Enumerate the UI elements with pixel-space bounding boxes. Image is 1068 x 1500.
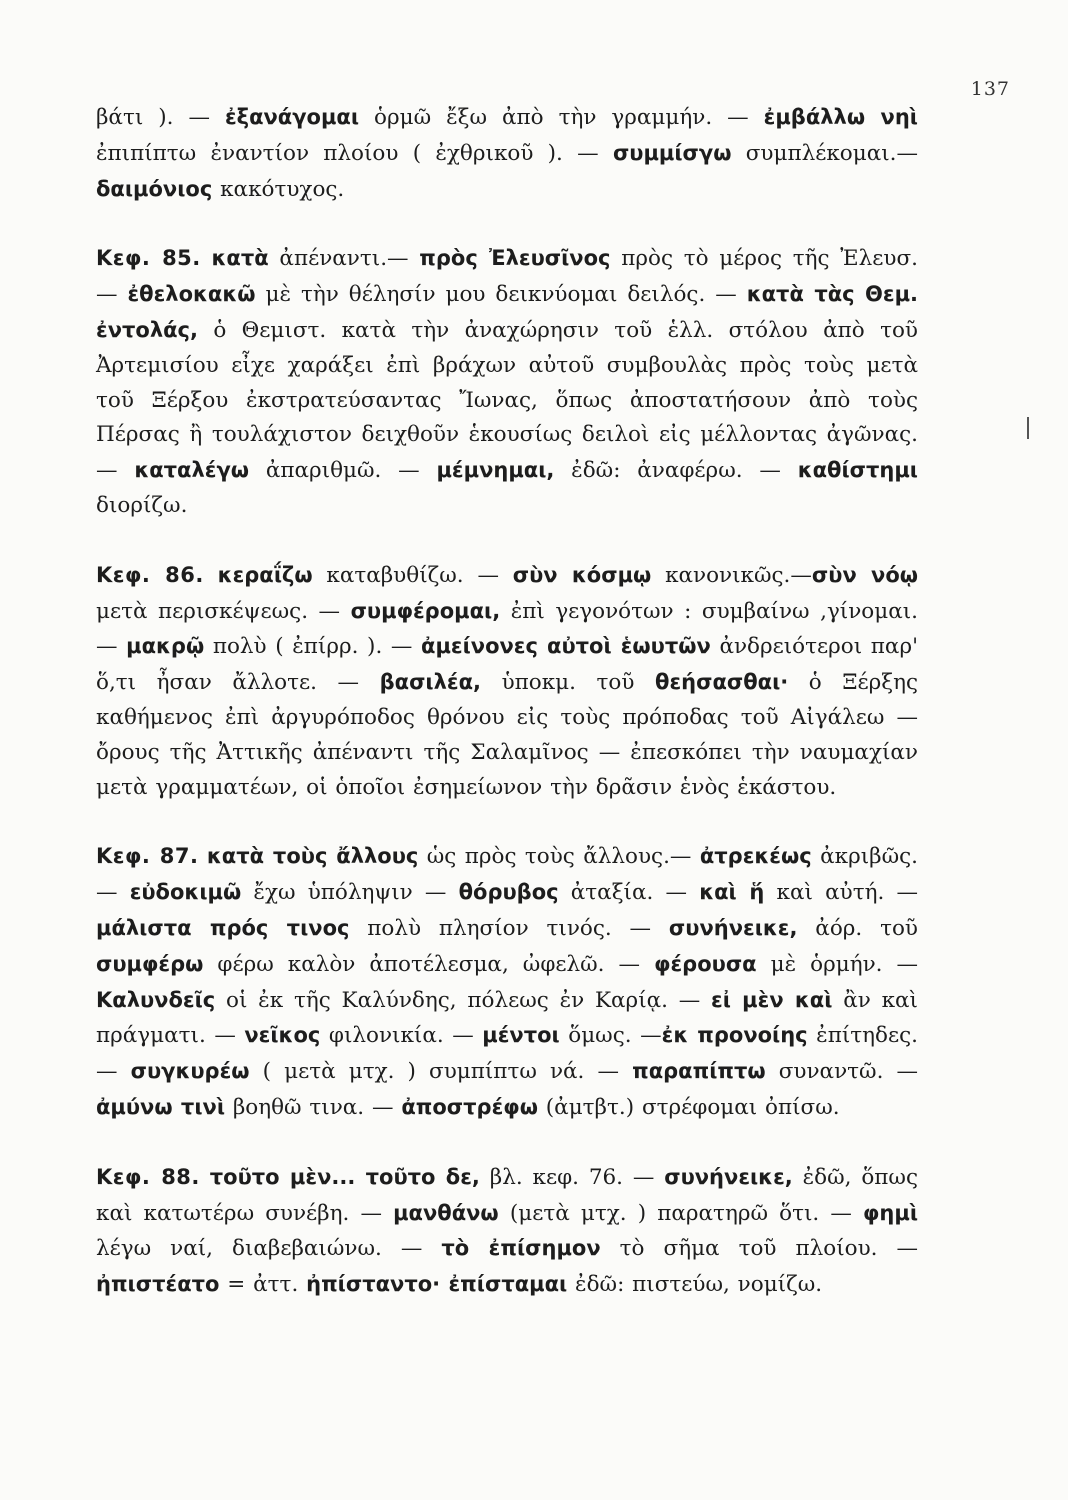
lemma-term: ἐξανάγομαι <box>224 105 360 129</box>
paragraph-chapter-88 <box>96 1160 918 1303</box>
gloss-text <box>201 246 212 271</box>
gloss-text: ἐπιπίπτω ἐναντίον πλοίου ( ἐχθρικοῦ ). — <box>96 140 613 166</box>
gloss-text: ἀνδρειότεροι παρ' ὅ,τι ἦσαν ἄλλοτε. — <box>96 634 918 696</box>
chapter-heading: Κεφ. 86. <box>96 562 204 587</box>
gloss-text: συναντῶ. — <box>765 1059 918 1085</box>
lemma-term: καταλέγω <box>134 458 250 483</box>
gloss-text: ὅμως. — <box>559 1023 662 1049</box>
gloss-text: συμπλέκομαι.— <box>731 140 919 166</box>
gloss-text <box>200 1165 210 1190</box>
lemma-term: πρὸς Ἐλευσῖνος <box>419 246 611 271</box>
lemma-term: συνήνεικε, <box>664 1164 793 1189</box>
lemma-term: παραπίπτω <box>632 1059 766 1084</box>
lemma-term: θεήσασθαι· <box>655 670 789 695</box>
gloss-text: κακότυχος. <box>212 176 345 202</box>
lemma-term: συνήνεικε, <box>668 915 798 940</box>
paragraph-chapter-85 <box>96 241 918 523</box>
lemma-term: Καλυνδεῖς <box>96 987 216 1012</box>
gloss-text: ὁ Ξέρξης καθήμενος ἐπὶ ἀργυρόποδος θρόνου εἰς τοὺς πρόποδας τοῦ Αἰγάλεω — ὄρους τῆς Ἀττικῆς ἀπέναντι τῆς Σαλαμῖνος — ἐπεσκόπει τὴν ναυμαχίαν μετὰ γραμματέων, οἱ ὁποῖοι ἐσημείωνον τὴν δρᾶσιν ἑνὸς ἑκάστου. <box>96 670 918 800</box>
gloss-text <box>198 844 206 869</box>
lemma-term: κατὰ τὰς Θεμ. ἐντολάς, <box>96 282 918 342</box>
lemma-term: εἰ μὲν καὶ <box>711 987 833 1012</box>
lemma-term: ἠπιστέατο <box>96 1272 220 1297</box>
lemma-term: φημὶ <box>862 1200 918 1225</box>
gloss-text: ὁ Θεμιστ. κατὰ τὴν ἀναχώρησιν τοῦ ἑλλ. στόλου ἀπὸ τοῦ Ἀρτεμισίου εἶχε χαράξει ἐπὶ βράχων αὐτοῦ συμβουλὰς πρὸς τοὺς μετὰ τοῦ Ξέρξου ἐκστρατεύσαντας Ἴωνας, ὅπως ἀποστατήσουν ἀπὸ τοὺς Πέρσας ἢ τουλάχιστον δειχθοῦν ἑκουσίως δειλοὶ εἰς μέλλοντας ἀγῶνας. — <box>96 317 918 484</box>
gloss-text: ἂν καὶ πράγματι. — <box>96 987 918 1049</box>
chapter-heading: Κεφ. 88. <box>96 1164 200 1189</box>
lemma-term: δαιμόνιος <box>96 176 213 201</box>
lemma-term: καθίστημι <box>797 458 918 483</box>
gloss-text: (ἀμτβτ.) στρέφομαι ὀπίσω. <box>537 1094 840 1120</box>
lemma-term: φέρουσα <box>654 951 757 976</box>
lemma-term: τὸ ἐπίσημον <box>441 1236 601 1261</box>
lemma-term: συμφέρομαι, <box>350 598 501 623</box>
lemma-term: βασιλέα, <box>379 670 481 695</box>
lemma-term: θόρυβος <box>458 880 559 905</box>
margin-mark <box>1027 417 1029 439</box>
gloss-text: βλ. κεφ. 76. — <box>479 1164 665 1190</box>
gloss-text: (μετὰ μτχ. ) παρατηρῶ ὅτι. — <box>498 1200 863 1226</box>
gloss-text: ἀπαριθμῶ. — <box>249 458 437 484</box>
lemma-term: κατὰ τοὺς ἄλλους <box>206 844 419 869</box>
lemma-term: εὐδοκιμῶ <box>129 880 242 905</box>
paragraph-continuation <box>96 100 918 207</box>
gloss-text: ἐδῶ: ἀναφέρω. — <box>554 458 798 484</box>
gloss-text: μετὰ περισκέψεως. — <box>96 598 351 624</box>
lemma-term: ἠπίσταντο· ἐπίσταμαι <box>306 1272 568 1297</box>
gloss-text: ἔχω ὑπόληψιν — <box>241 880 459 906</box>
lemma-term: ἐθελοκακῶ <box>127 282 256 307</box>
lemma-term: ἐμβάλλω νηὶ <box>763 105 918 129</box>
lemma-term: ἀποστρέφω <box>401 1094 538 1119</box>
gloss-text: πρὸς τὸ μέρος τῆς Ἐλευσ. — <box>96 246 918 308</box>
lemma-term: κατὰ <box>211 246 269 271</box>
gloss-text: ἀταξία. — <box>558 880 700 906</box>
gloss-text: ὡς πρὸς τοὺς ἄλλους.— <box>418 844 700 870</box>
gloss-text: μὲ ὁρμήν. — <box>756 951 919 977</box>
lemma-term: συμφέρω <box>96 951 204 976</box>
lemma-term: καὶ ἥ <box>699 880 765 905</box>
lemma-term: νεῖκος <box>244 1023 321 1048</box>
gloss-text: ἐδῶ: πιστεύω, νομίζω. <box>567 1272 823 1298</box>
gloss-text: ἀκριβῶς. — <box>96 844 918 906</box>
gloss-text: λέγω ναί, διαβεβαιώνω. — <box>96 1236 442 1262</box>
gloss-text: μὲ τὴν θέλησίν μου δεικνύομαι δειλός. — <box>255 282 747 308</box>
lemma-term: μακρῷ <box>126 634 205 659</box>
paragraph-chapter-86 <box>96 558 918 806</box>
lemma-term: μέμνημαι, <box>436 458 555 483</box>
lemma-term: μέντοι <box>482 1023 560 1048</box>
gloss-text: ἀόρ. τοῦ <box>797 915 918 941</box>
lemma-term: σὺν κόσμῳ <box>512 562 652 587</box>
lemma-term: μάλιστα πρός τινος <box>96 915 350 940</box>
gloss-text: κανονικῶς.— <box>651 562 812 588</box>
paragraph-chapter-87 <box>96 839 918 1125</box>
gloss-text: ὁρμῶ ἔξω ἀπὸ τὴν γραμμήν. — <box>359 105 764 130</box>
gloss-text: βοηθῶ τινα. — <box>225 1094 402 1120</box>
gloss-text <box>204 563 218 588</box>
lemma-term: μανθάνω <box>393 1200 499 1225</box>
gloss-text: ( μετὰ μτχ. ) συμπίπτω νά. — <box>249 1059 633 1085</box>
lemma-term: ἀμείνονες αὐτοὶ ἑωυτῶν <box>421 634 711 659</box>
gloss-text: πολὺ πλησίον τινός. — <box>349 915 669 941</box>
gloss-text: φιλονικία. — <box>320 1023 483 1049</box>
lemma-term: ἀτρεκέως <box>699 844 812 869</box>
chapter-heading: Κεφ. 87. <box>96 844 199 869</box>
lemma-term: ἐκ προνοίης <box>661 1023 808 1048</box>
lemma-term: κεραΐζω <box>217 562 313 587</box>
gloss-text: καταβυθίζω. — <box>312 562 513 588</box>
lemma-term: ἀμύνω τινὶ <box>96 1094 225 1119</box>
gloss-text: ἐπίτηδες. — <box>96 1023 919 1085</box>
gloss-text: ἐδῶ, ὅπως καὶ κατωτέρω συνέβη. — <box>96 1164 918 1226</box>
lemma-term: συγκυρέω <box>130 1059 250 1084</box>
chapter-heading: Κεφ. 85. <box>96 246 201 271</box>
gloss-text: βάτι ). — <box>96 105 225 130</box>
gloss-text: φέρω καλὸν ἀποτέλεσμα, ὠφελῶ. — <box>203 951 655 977</box>
gloss-text: διορίζω. <box>96 492 188 518</box>
gloss-text: ἐπὶ γεγονότων : συμβαίνω ,γίνομαι. — <box>96 598 918 660</box>
gloss-text: = ἀττ. <box>219 1272 307 1298</box>
gloss-text: καὶ αὐτή. — <box>764 880 919 906</box>
page-body <box>96 100 918 1303</box>
gloss-text: ἀπέναντι.— <box>268 246 420 272</box>
lemma-term: τοῦτο μὲν... τοῦτο δε, <box>209 1164 480 1189</box>
page-number: 137 <box>970 78 1010 100</box>
gloss-text: οἱ ἐκ τῆς Καλύνδης, πόλεως ἐν Καρίᾳ. — <box>215 987 712 1013</box>
lemma-term: συμμίσγω <box>612 140 732 165</box>
gloss-text: πολὺ ( ἐπίρρ. ). — <box>204 634 422 660</box>
lemma-term: σὺν νόῳ <box>811 562 919 587</box>
gloss-text: τὸ σῆμα τοῦ πλοίου. — <box>600 1236 918 1262</box>
gloss-text: ὑποκμ. τοῦ <box>481 670 656 696</box>
